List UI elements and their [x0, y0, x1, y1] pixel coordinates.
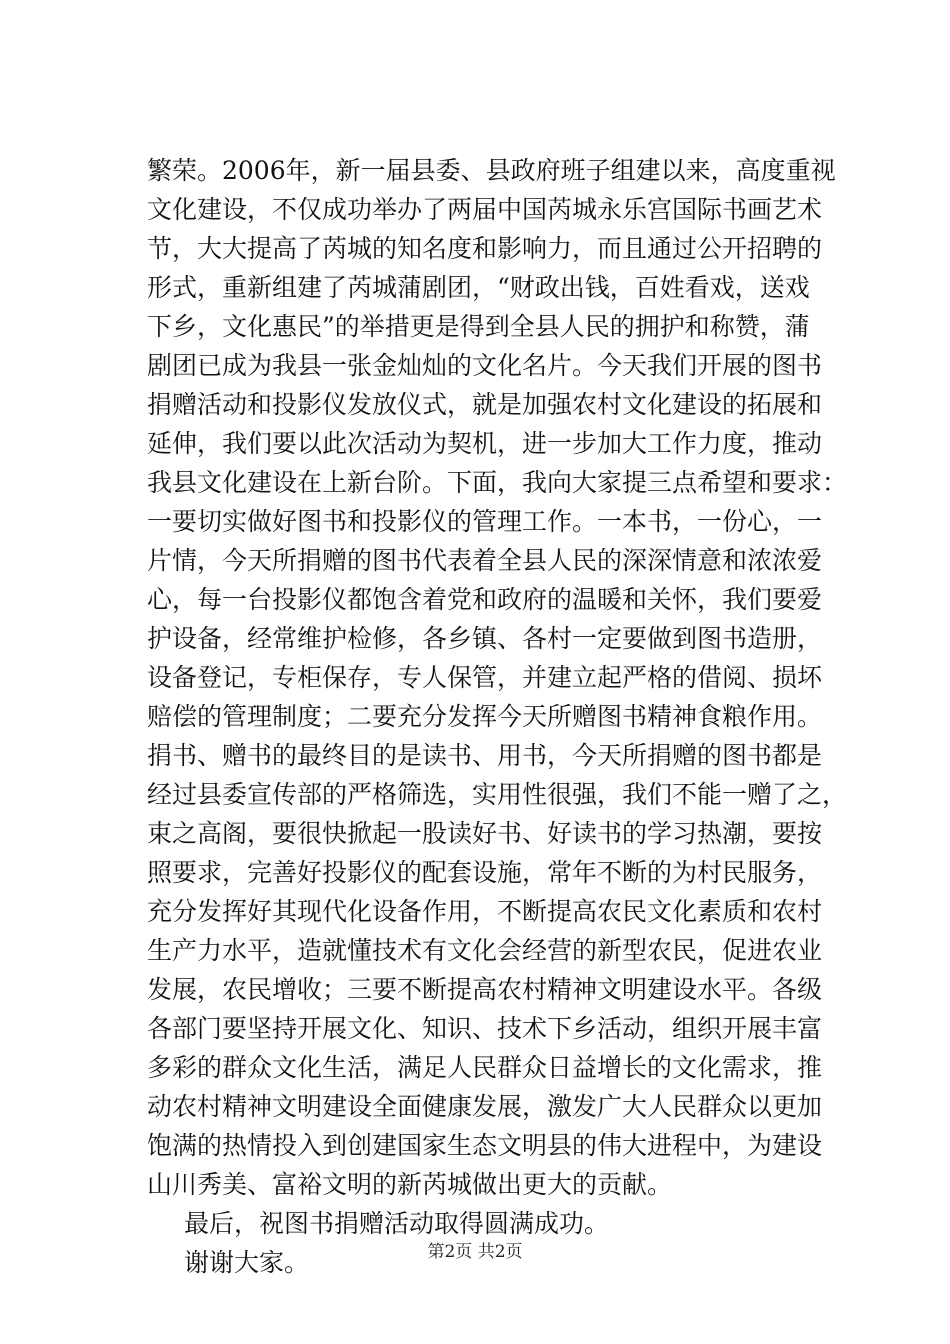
text-line: 照要求，完善好投影仪的配套设施，常年不断的为村民服务， [147, 858, 823, 887]
text-line: 我县文化建设在上新台阶。下面，我向大家提三点希望和要求： [147, 468, 848, 497]
text-line: 心，每一台投影仪都饱含着党和政府的温暖和关怀，我们要爱 [147, 585, 823, 614]
text-line: 下乡，文化惠民”的举措更是得到全县人民的拥护和称赞，蒲 [147, 312, 810, 341]
speech-body [147, 151, 848, 1282]
text-line: 剧团已成为我县一张金灿灿的文化名片。今天我们开展的图书 [147, 351, 823, 380]
closing-wish: 最后，祝图书捐赠活动取得圆满成功。 [184, 1209, 610, 1238]
text-line: 一要切实做好图书和投影仪的管理工作。一本书，一份心，一 [147, 507, 823, 536]
text-line: 饱满的热情投入到创建国家生态文明县的伟大进程中，为建设 [147, 1131, 823, 1160]
text-line: 各部门要坚持开展文化、知识、技术下乡活动，组织开展丰富 [147, 1014, 823, 1043]
text-line: 赔偿的管理制度；二要充分发挥今天所赠图书精神食粮作用。 [147, 702, 823, 731]
closing-thanks: 谢谢大家。 [184, 1248, 310, 1277]
text-line: 节，大大提高了芮城的知名度和影响力，而且通过公开招聘的 [147, 234, 823, 263]
text-line: 经过县委宣传部的严格筛选，实用性很强，我们不能一赠了之， [147, 780, 848, 809]
text-line: 充分发挥好其现代化设备作用，不断提高农民文化素质和农村 [147, 897, 823, 926]
text-line: 动农村精神文明建设全面健康发展，激发广大人民群众以更加 [147, 1092, 823, 1121]
text-line: 护设备，经常维护检修，各乡镇、各村一定要做到图书造册， [147, 624, 823, 653]
text-line: 形式，重新组建了芮城蒲剧团，“财政出钱，百姓看戏，送戏 [147, 273, 810, 302]
text-line: 捐书、赠书的最终目的是读书、用书，今天所捐赠的图书都是 [147, 741, 823, 770]
text-line: 多彩的群众文化生活，满足人民群众日益增长的文化需求，推 [147, 1053, 823, 1082]
text-line: 发展，农民增收；三要不断提高农村精神文明建设水平。各级 [147, 975, 823, 1004]
text-line: 延伸，我们要以此次活动为契机，进一步加大工作力度，推动 [147, 429, 823, 458]
text-line: 片情，今天所捐赠的图书代表着全县人民的深深情意和浓浓爱 [147, 546, 823, 575]
text-line: 生产力水平，造就懂技术有文化会经营的新型农民，促进农业 [147, 936, 823, 965]
text-line: 捐赠活动和投影仪发放仪式，就是加强农村文化建设的拓展和 [147, 390, 823, 419]
text-line: 山川秀美、富裕文明的新芮城做出更大的贡献。 [147, 1170, 673, 1199]
text-line: 文化建设，不仅成功举办了两届中国芮城永乐宫国际书画艺术 [147, 195, 823, 224]
text-line: 设备登记，专柜保存，专人保管，并建立起严格的借阅、损坏 [147, 663, 823, 692]
text-line: 繁荣。2006年，新一届县委、县政府班子组建以来，高度重视 [147, 156, 836, 185]
text-line: 束之高阁，要很快掀起一股读好书、好读书的学习热潮，要按 [147, 819, 823, 848]
page-footer: 第2页 共2页 [427, 1242, 523, 1262]
